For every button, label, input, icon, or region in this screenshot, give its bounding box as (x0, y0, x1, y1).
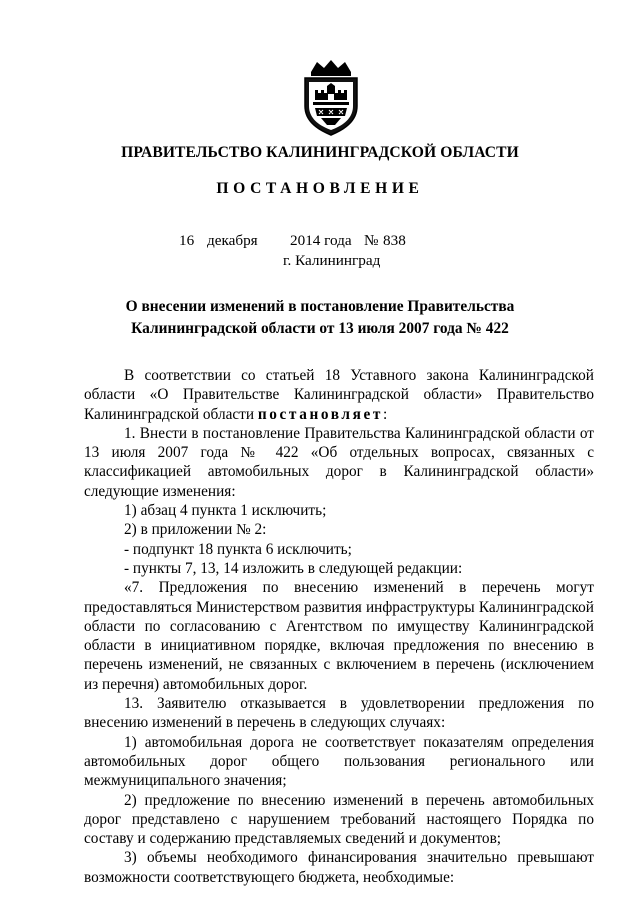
document-type: ПОСТАНОВЛЕНИЕ (216, 180, 424, 197)
paragraph-point-13: 13. Заявителю отказывается в удовлетворении предложения по внесению изменений в перечень в следующих случаях: (84, 695, 594, 732)
date-month: декабря (207, 232, 258, 249)
preamble-text: В соответствии со статьей 18 Уставного закона Калининградской области «О Правительстве Калининградской области» Правительство Калининградской области (84, 367, 594, 423)
document-number: 838 (383, 232, 406, 249)
paragraph-subitem-2: 2) в приложении № 2: (124, 521, 267, 539)
paragraph-dash-2: - пункты 7, 13, 14 изложить в следующей редакции: (124, 559, 463, 577)
coat-of-arms-icon (297, 60, 365, 136)
paragraph-case-1: 1) автомобильная дорога не соответствует показателям определения автомобильных дорог общего пользования регионального или межмуниципального значения; (84, 733, 594, 790)
preamble-end: : (382, 405, 388, 423)
paragraph-point-7: «7. Предложения по внесению изменений в перечень могут предоставляться Министерством развития инфраструктуры Калининградской области по согласованию с Агентством по имуществу Калининградской области в инициативном порядке, включая предложения по внесению в перечень изменений, не связанных с включением в перечень (исключением из перечня) автомобильных дорог. (84, 579, 594, 693)
heading-line-1: О внесении изменений в постановление Правительства (125, 298, 515, 315)
paragraph-dash-1: - подпункт 18 пункта 6 исключить; (124, 540, 352, 558)
date-day: 16 (179, 232, 195, 249)
preamble-decision-word: постановляет (257, 405, 383, 423)
document-body (84, 366, 594, 887)
paragraph-case-3: 3) объемы необходимого финансирования значительно превышают возможности соответствующего бюджета, необходимые: (84, 849, 594, 886)
government-title: ПРАВИТЕЛЬСТВО КАЛИНИНГРАДСКОЙ ОБЛАСТИ (121, 144, 519, 161)
paragraph-preamble (84, 366, 594, 424)
date-year: 2014 года (290, 232, 352, 249)
paragraph-case-2: 2) предложение по внесению изменений в перечень автомобильных дорог представлено с нарушением требований настоящего Порядка по составу и содержанию представляемых сведений и документов; (84, 791, 594, 848)
paragraph-subitem-1: 1) абзац 4 пункта 1 исключить; (124, 502, 327, 520)
place: г. Калининград (283, 252, 381, 269)
paragraph-item-1: 1. Внести в постановление Правительства Калининградской области от 13 июля 2007 года № 422 «Об отдельных вопросах, связанных с классификацией автомобильных дорог в Калининградской области» следующие изменения: (84, 424, 594, 500)
number-sign: № (364, 232, 379, 249)
heading-line-2: Калининградской области от 13 июля 2007 года № 422 (131, 320, 509, 337)
document-heading (0, 296, 640, 340)
